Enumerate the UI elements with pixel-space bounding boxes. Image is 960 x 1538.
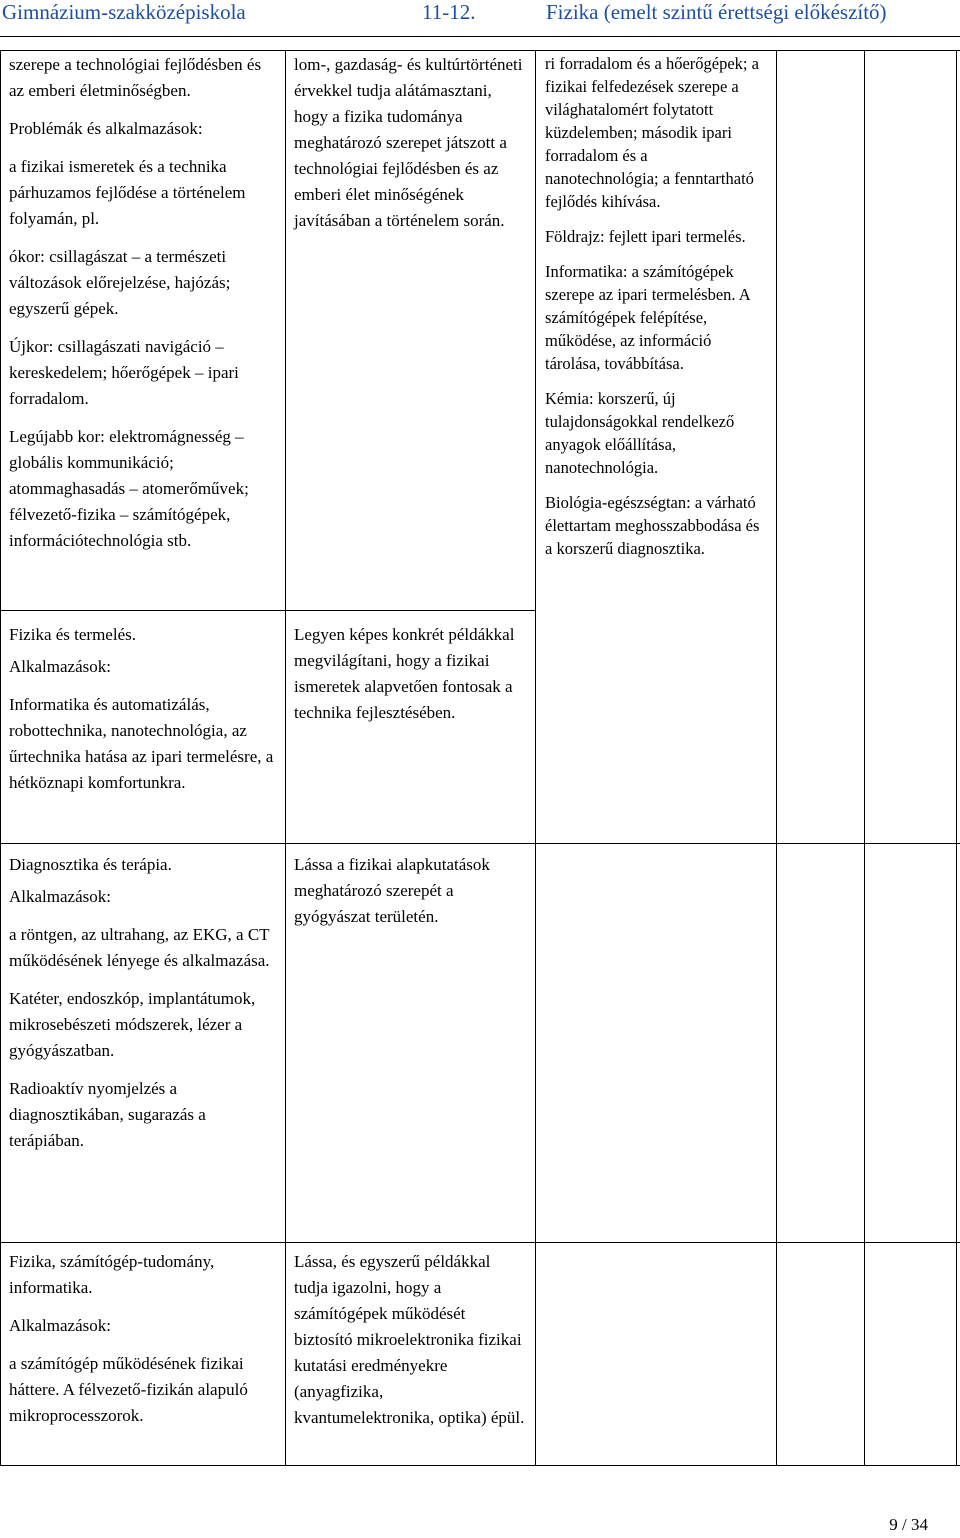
row-border-bottom — [0, 1465, 960, 1466]
topic-heading: Alkalmazások: — [9, 887, 111, 906]
topic-text: Katéter, endoszkóp, implantátumok, mikrosebészeti módszerek, lézer a gyógyászatban. — [9, 989, 256, 1060]
row2-requirements-cell — [286, 622, 534, 738]
row4-topics-cell — [1, 1249, 285, 1441]
connection-text: Kémia: korszerű, új tulajdonságokkal rendelkező anyagok előállítása, nanotechnológia. — [545, 389, 735, 477]
row-divider-1 — [0, 610, 535, 611]
requirement-text: Lássa a fizikai alapkutatások meghatározó szerepét a gyógyászat területén. — [294, 855, 490, 926]
row2-topics-cell — [1, 622, 285, 808]
topic-text: a fizikai ismeretek és a technika párhuzamos fejlődése a történelem folyamán, pl. — [9, 157, 246, 228]
row4-requirements-cell — [286, 1249, 534, 1443]
row-border-3 — [0, 1242, 960, 1243]
row-border-2 — [0, 843, 960, 844]
column-divider-2 — [535, 50, 536, 1466]
column-divider-4 — [864, 50, 865, 1466]
topic-title: Fizika és termelés. — [9, 625, 136, 644]
topic-text: ókor: csillagászat – a természeti változások előrejelzése, hajózás; egyszerű gépek. — [9, 247, 231, 318]
topic-text: szerepe a technológiai fejlődésben és az emberi életminőségben. — [9, 55, 262, 100]
topic-text: a röntgen, az ultrahang, az EKG, a CT működésének lényege és alkalmazása. — [9, 925, 270, 970]
column-divider-3 — [776, 50, 777, 1466]
topic-heading: Alkalmazások: — [9, 657, 111, 676]
topic-heading: Alkalmazások: — [9, 1316, 111, 1335]
header-rule — [0, 36, 960, 37]
row3-topics-cell — [1, 852, 285, 1166]
topic-title: Diagnosztika és terápia. — [9, 855, 172, 874]
connection-text: Biológia-egészségtan: a várható élettartam meghosszabbodása és a korszerű diagnosztika. — [545, 493, 760, 558]
row1-requirements-cell — [286, 52, 534, 246]
topic-heading: Problémák és alkalmazások: — [9, 119, 203, 138]
page-number: 9 / 34 — [889, 1515, 928, 1534]
topic-title: Fizika, számítógép-tudomány, informatika. — [9, 1252, 215, 1297]
topic-text: a számítógép működésének fizikai háttere. A félvezető-fizikán alapuló mikroprocesszorok. — [9, 1354, 248, 1425]
topic-text: Radioaktív nyomjelzés a diagnosztikában, sugarazás a terápiában. — [9, 1079, 206, 1150]
header-grade: 11-12. — [422, 0, 476, 24]
connection-text: Földrajz: fejlett ipari termelés. — [545, 227, 746, 246]
row1-connections-cell — [537, 52, 769, 572]
header-school: Gimnázium-szakközépiskola — [2, 0, 246, 24]
row-border-top — [0, 50, 960, 51]
requirement-text: Lássa, és egyszerű példákkal tudja igazolni, hogy a számítógépek működését biztosító mikroelektronika fizikai kutatási eredményekre (anyagfizika, kvantumelektronika, optika) épül. — [294, 1252, 525, 1427]
requirement-text: Legyen képes konkrét példákkal megvilágítani, hogy a fizikai ismeretek alapvetően fontosak a technika fejlesztésében. — [294, 625, 515, 722]
row3-requirements-cell — [286, 852, 534, 942]
table-border-right — [956, 50, 957, 1466]
topic-text: Legújabb kor: elektromágnesség – globális kommunikáció; atommaghasadás – atomerőművek; félvezető-fizika – számítógépek, információtechnológia stb. — [9, 427, 249, 550]
connection-text: ri forradalom és a hőerőgépek; a fizikai felfedezések szerepe a világhatalomért folytatott küzdelemben; második ipari forradalom és a nanotechnológia; a fenntartható fejlődés kihívása. — [545, 54, 759, 211]
topic-text: Informatika és automatizálás, robottechnika, nanotechnológia, az űrtechnika hatása az ipari termelésre, a hétköznapi komfortunkra. — [9, 695, 274, 792]
row1-topics-cell — [1, 52, 285, 566]
header-subject: Fizika (emelt szintű érettségi előkészítő) — [546, 0, 887, 24]
requirement-text: lom-, gazdaság- és kultúrtörténeti érvekkel tudja alátámasztani, hogy a fizika tudománya meghatározó szerepet játszott a technológiai fejlődésben és az emberi élet minőségének javításában a történelem során. — [294, 55, 523, 230]
topic-text: Újkor: csillagászati navigáció – kereskedelem; hőerőgépek – ipari forradalom. — [9, 337, 239, 408]
connection-text: Informatika: a számítógépek szerepe az ipari termelésben. A számítógépek felépítése, működése, az információ tárolása, továbbítása. — [545, 262, 750, 373]
page-header — [0, 0, 960, 46]
